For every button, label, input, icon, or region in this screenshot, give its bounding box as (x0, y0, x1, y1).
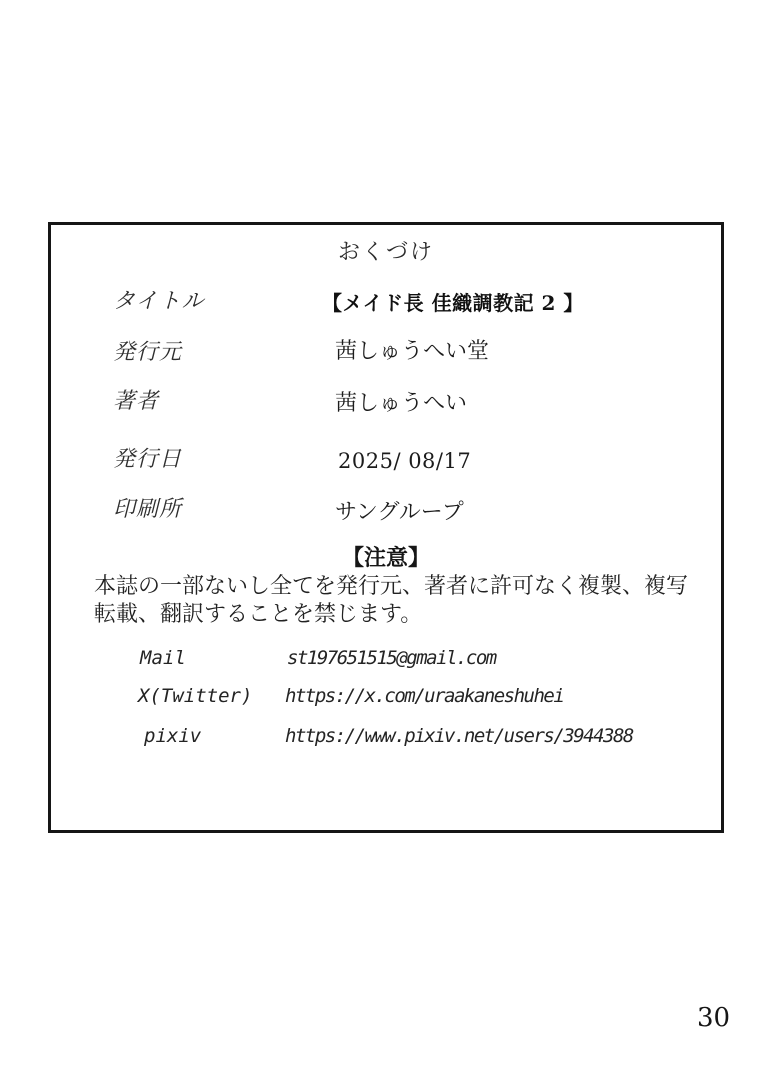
publish-date-value: 2025/ 08/17 (338, 449, 472, 473)
title-value: 【メイド長 佳織調教記 2 】 (322, 291, 584, 315)
notice-heading: 【注意】 (341, 545, 430, 571)
mail-value: st197651515@gmail.com (287, 647, 496, 669)
printer-value: サングループ (335, 500, 464, 525)
title-label: タイトル (113, 289, 205, 314)
publish-date-label: 発行日 (113, 447, 183, 472)
colophon-box (48, 222, 724, 833)
printer-label: 印刷所 (113, 497, 183, 522)
page-number: 30 (697, 1003, 731, 1033)
pixiv-value: https://www.pixiv.net/users/3944388 (285, 725, 633, 747)
mail-label: Mail (140, 647, 186, 669)
publisher-label: 発行元 (113, 340, 183, 365)
twitter-label: X(Twitter) (138, 685, 253, 707)
okuzuke-heading: おくづけ (337, 240, 434, 265)
publisher-value: 茜しゅうへい堂 (335, 339, 490, 364)
author-label: 著者 (113, 389, 160, 414)
notice-line-1: 本誌の一部ないし全てを発行元、著者に許可なく複製、複写 (94, 574, 689, 599)
pixiv-label: pixiv (144, 725, 202, 747)
twitter-value: https://x.com/uraakaneshuhei (285, 685, 564, 707)
notice-line-2: 転載、翻訳することを禁じます。 (94, 602, 423, 627)
author-value: 茜しゅうへい (335, 391, 468, 416)
